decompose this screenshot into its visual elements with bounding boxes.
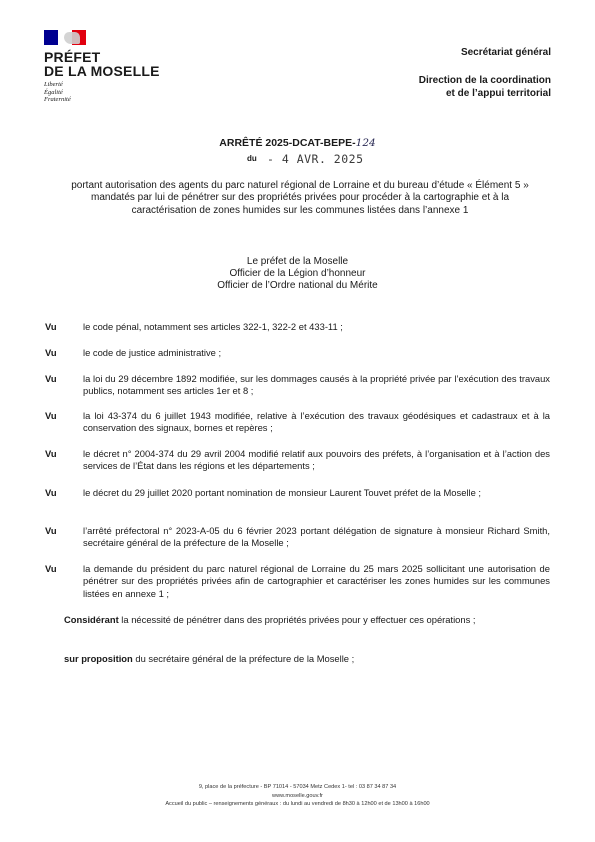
visa-item: Vu le décret du 29 juillet 2020 portant nomination de monsieur Laurent Touvet préfet de la Moselle ;: [45, 487, 481, 498]
date-prefix: du: [247, 154, 257, 163]
logo-title: PRÉFET DE LA MOSELLE: [44, 49, 160, 79]
handwritten-number: 124: [355, 137, 376, 149]
visa-item: Vu la loi du 29 décembre 1892 modifiée, sur les dommages causés à la propriété privée par l’exécution des travaux publics, notamment ses articles 1er et 8 ;: [45, 373, 550, 397]
french-flag-icon: [44, 30, 86, 45]
arrete-subject: portant autorisation des agents du parc naturel régional de Lorraine et du bureau d’étude « Élément 5 » mandatés par lui de pénétrer sur des propriétés privées pour procéder à la cartographie et à la caractérisation de zones humides sur les communes listées dans l’annexe 1: [71, 180, 529, 216]
visa-item: Vu l’arrêté préfectoral n° 2023-A-05 du 6 février 2023 portant délégation de signature à monsieur Richard Smith, secrétaire général de la préfecture de la Moselle ;: [45, 525, 550, 549]
date-stamp: - 4 AVR. 2025: [267, 152, 364, 166]
marianne-logo: [44, 30, 174, 104]
proposition-paragraph: sur proposition du secrétaire général de la préfecture de la Moselle ;: [64, 653, 355, 664]
direction-label: Direction de la coordination et de l’appui territorial: [418, 75, 551, 99]
visa-item: Vu la loi 43-374 du 6 juillet 1943 modifiée, relative à l’exécution des travaux géodésiques et cadastraux et à la conservation des signaux, bornes et repères ;: [45, 410, 550, 434]
prefet-titles: Le préfet de la Moselle Officier de la Légion d’honneur Officier de l’Ordre national du Mérite: [217, 256, 378, 292]
visa-item: Vu le code pénal, notamment ses articles 322-1, 322-2 et 433-11 ;: [45, 321, 343, 332]
arrete-title: ARRÊTÉ 2025-DCAT-BEPE-124: [219, 137, 376, 149]
visa-item: Vu la demande du président du parc naturel régional de Lorraine du 25 mars 2025 sollicitant une autorisation de pénétrer sur des propriétés privées afin de cartographier et caractériser les zones humides sur les communes listées en annexe 1 ;: [45, 563, 550, 599]
secretariat-label: Secrétariat général: [460, 47, 551, 58]
considerant-paragraph: Considérant la nécessité de pénétrer dans des propriétés privées pour y effectuer ces opérations ;: [64, 614, 476, 625]
republic-motto: Liberté Égalité Fraternité: [44, 81, 71, 103]
visa-item: Vu le décret n° 2004-374 du 29 avril 2004 modifié relatif aux pouvoirs des préfets, à l’organisation et à l’action des services de l’État dans les régions et les départements ;: [45, 448, 550, 472]
visa-item: Vu le code de justice administrative ;: [45, 347, 222, 358]
page-footer: 9, place de la préfecture - BP 71014 - 57034 Metz Cedex 1- tel : 03 87 34 87 34 www.moselle.gouv.fr Accueil du public – renseignements généraux : du lundi au vendredi de 8h30 à 12h00 et de 13h00 à 16h00: [165, 784, 430, 808]
